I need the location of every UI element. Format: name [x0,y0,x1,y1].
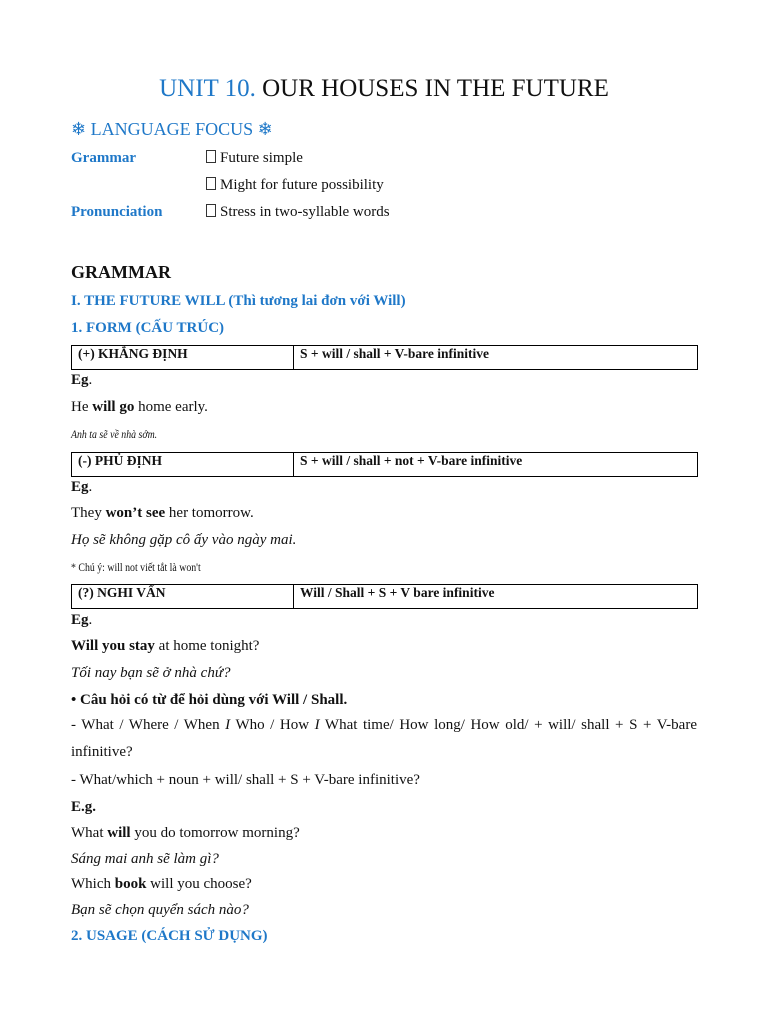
example-translation: Sáng mai anh sẽ làm gì? [71,851,219,867]
form-heading: 1. FORM (CẤU TRÚC) [71,320,225,336]
eg-label: Eg. [71,372,93,388]
section-heading: I. THE FUTURE WILL (Thì tương lai đơn với Will) [71,293,406,309]
usage-heading: 2. USAGE (CÁCH SỬ DỤNG) [71,928,268,944]
negative-table [71,452,698,477]
note: * Chú ý: will not viết tắt là won't [71,560,201,574]
pronunciation-label: Pronunciation [71,204,163,220]
language-focus-heading: ❄ LANGUAGE FOCUS ❄ [71,119,273,139]
pronunciation-item: Stress in two-syllable words [206,202,390,222]
example-translation: Bạn sẽ chọn quyển sách nào? [71,902,249,918]
example-sentence: Which book will you choose? [71,876,252,892]
example-sentence: Will you stay at home tonight? [71,638,260,654]
negative-label: (-) PHỦ ĐỊNH [72,453,294,477]
grammar-heading: GRAMMAR [71,262,171,282]
unit-title: OUR HOUSES IN THE FUTURE [262,75,609,102]
negative-formula: S + will / shall + not + V-bare infinitive [294,453,698,477]
page-title [0,74,768,104]
eg-label: E.g. [71,799,97,815]
example-sentence: They won’t see her tomorrow. [71,505,254,521]
example-translation: Anh ta sẽ về nhà sớm. [71,427,158,441]
grammar-item: Might for future possibility [206,175,384,195]
wh-question-heading: • Câu hỏi có từ để hỏi dùng với Will / Shall. [71,692,348,708]
interrogative-table [71,584,698,609]
eg-label: Eg. [71,479,93,495]
checkbox-icon [206,177,216,190]
grammar-label: Grammar [71,150,136,166]
affirmative-formula: S + will / shall + V-bare infinitive [294,346,698,370]
eg-label: Eg. [71,612,93,628]
checkbox-icon [206,204,216,217]
grammar-item: Future simple [206,148,303,168]
example-translation: Họ sẽ không gặp cô ấy vào ngày mai. [71,532,297,548]
interrogative-formula: Will / Shall + S + V bare infinitive [294,585,698,609]
example-sentence: What will you do tomorrow morning? [71,825,300,841]
wh-rule: - What / Where / When I Who / How I What time/ How long/ How old/ + will/ shall + S + V-bare infinitive? [71,717,697,760]
interrogative-label: (?) NGHI VẤN [72,585,294,609]
affirmative-label: (+) KHẲNG ĐỊNH [72,346,294,370]
wh-rule: - What/which + noun + will/ shall + S + V-bare infinitive? [71,772,420,788]
affirmative-table [71,345,698,370]
checkbox-icon [206,150,216,163]
example-sentence: He will go home early. [71,399,208,415]
example-translation: Tối nay bạn sẽ ở nhà chứ? [71,665,231,681]
unit-number: UNIT 10. [159,75,256,102]
